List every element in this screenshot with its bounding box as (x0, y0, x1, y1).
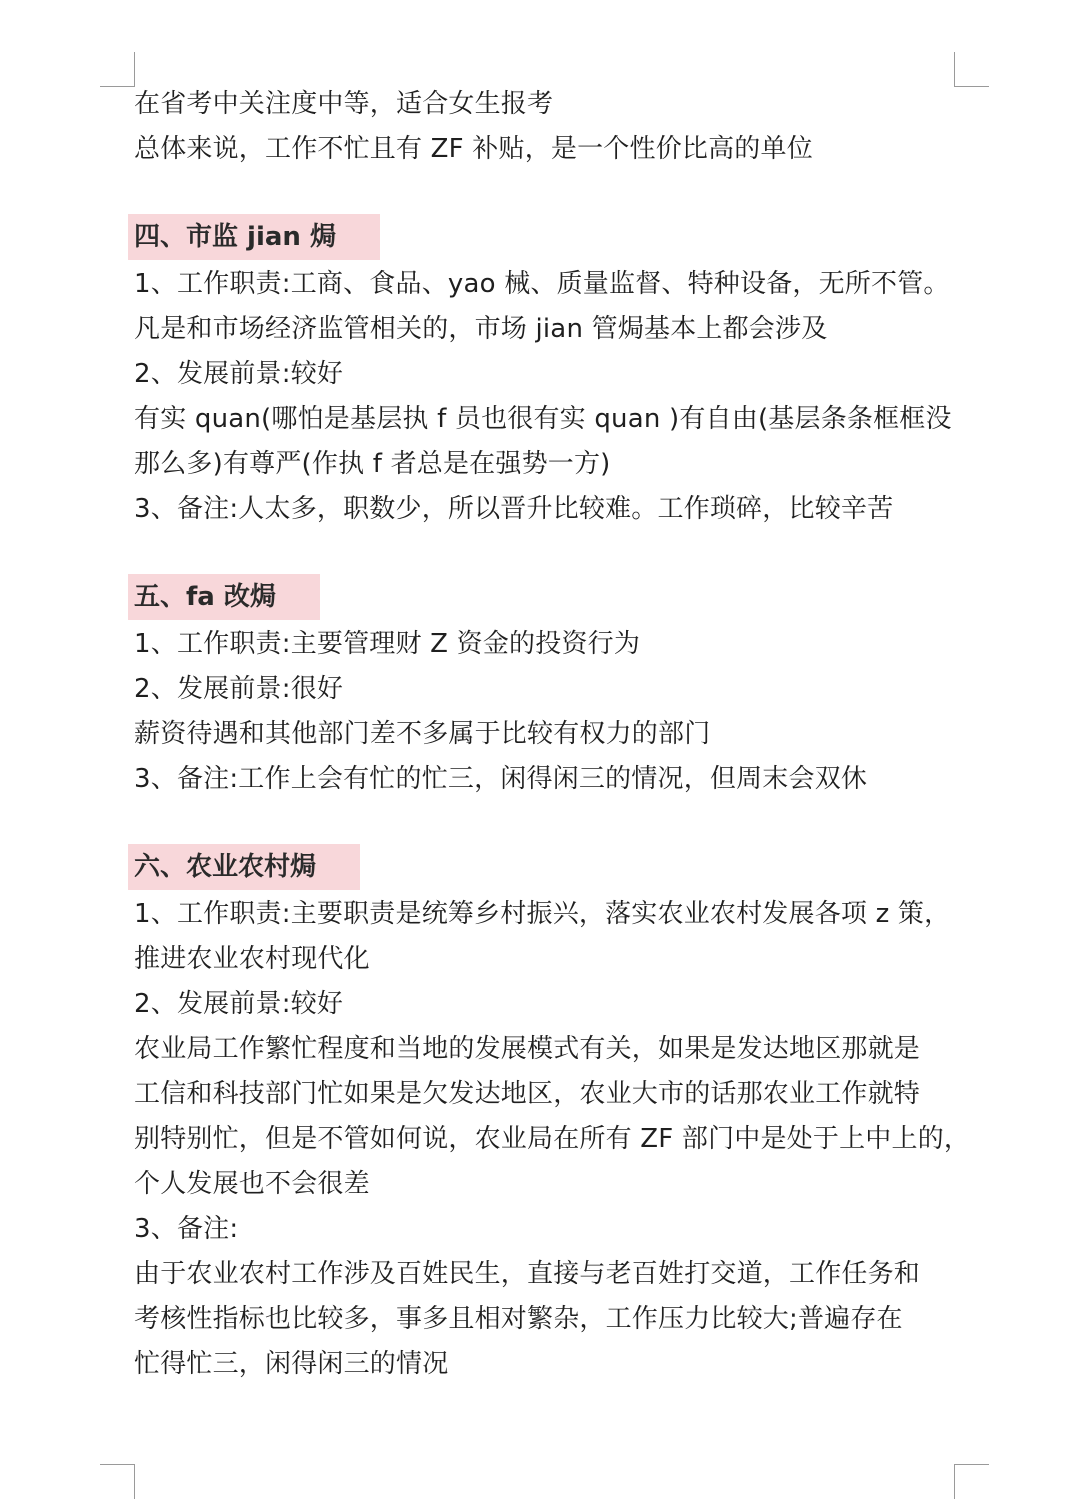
section-line: 凡是和市场经济监管相关的，市场 jian 管焗基本上都会涉及 (134, 314, 828, 344)
section-line: 1、工作职责:主要管理财 Z 资金的投资行为 (134, 629, 641, 659)
intro-line: 在省考中关注度中等，适合女生报考 (134, 89, 554, 119)
section-line: 工信和科技部门忙如果是欠发达地区，农业大市的话那农业工作就特 (134, 1079, 921, 1109)
section-heading-fagai: 五、fa 改焗 (128, 574, 320, 620)
page-corner-mark-bottom-right (954, 1464, 989, 1499)
section-heading-shijian: 四、市监 jian 焗 (128, 214, 380, 260)
section-heading-row (134, 214, 964, 262)
section-line: 忙得忙三，闲得闲三的情况 (134, 1349, 449, 1379)
section-line: 2、发展前景:很好 (134, 674, 344, 704)
intro-line: 总体来说，工作不忙且有 ZF 补贴，是一个性价比高的单位 (134, 134, 813, 164)
page-corner-mark-top-left (100, 52, 135, 87)
section-line: 2、发展前景:较好 (134, 989, 344, 1019)
section-line: 由于农业农村工作涉及百姓民生，直接与老百姓打交道，工作任务和 (134, 1259, 921, 1289)
section-line: 2、发展前景:较好 (134, 359, 344, 389)
section-line: 有实 quan(哪怕是基层执 f 员也很有实 quan )有自由(基层条条框框没 (134, 404, 952, 434)
section-line: 那么多)有尊严(作执 f 者总是在强势一方) (134, 449, 611, 479)
section-line: 推进农业农村现代化 (134, 944, 370, 974)
page-corner-mark-bottom-left (100, 1464, 135, 1499)
document-page (134, 82, 971, 1387)
section-line: 个人发展也不会很差 (134, 1169, 370, 1199)
section-heading-nongye: 六、农业农村焗 (128, 844, 360, 890)
section-line: 3、备注: (134, 1214, 239, 1244)
section-line: 3、备注:工作上会有忙的忙三，闲得闲三的情况，但周末会双休 (134, 764, 868, 794)
section-line: 1、工作职责:主要职责是统筹乡村振兴，落实农业农村发展各项 z 策， (134, 899, 951, 929)
section-line: 1、工作职责:工商、食品、yao 械、质量监督、特种设备，无所不管。 (134, 269, 950, 299)
section-line: 别特别忙，但是不管如何说，农业局在所有 ZF 部门中是处于上中上的， (134, 1124, 971, 1154)
section-line: 农业局工作繁忙程度和当地的发展模式有关，如果是发达地区那就是 (134, 1034, 921, 1064)
section-line: 薪资待遇和其他部门差不多属于比较有权力的部门 (134, 719, 711, 749)
section-line: 3、备注:人太多，职数少，所以晋升比较难。工作琐碎，比较辛苦 (134, 494, 894, 524)
section-heading-row (134, 574, 964, 622)
section-heading-row (134, 844, 964, 892)
section-line: 考核性指标也比较多，事多且相对繁杂，工作压力比较大;普遍存在 (134, 1304, 903, 1334)
